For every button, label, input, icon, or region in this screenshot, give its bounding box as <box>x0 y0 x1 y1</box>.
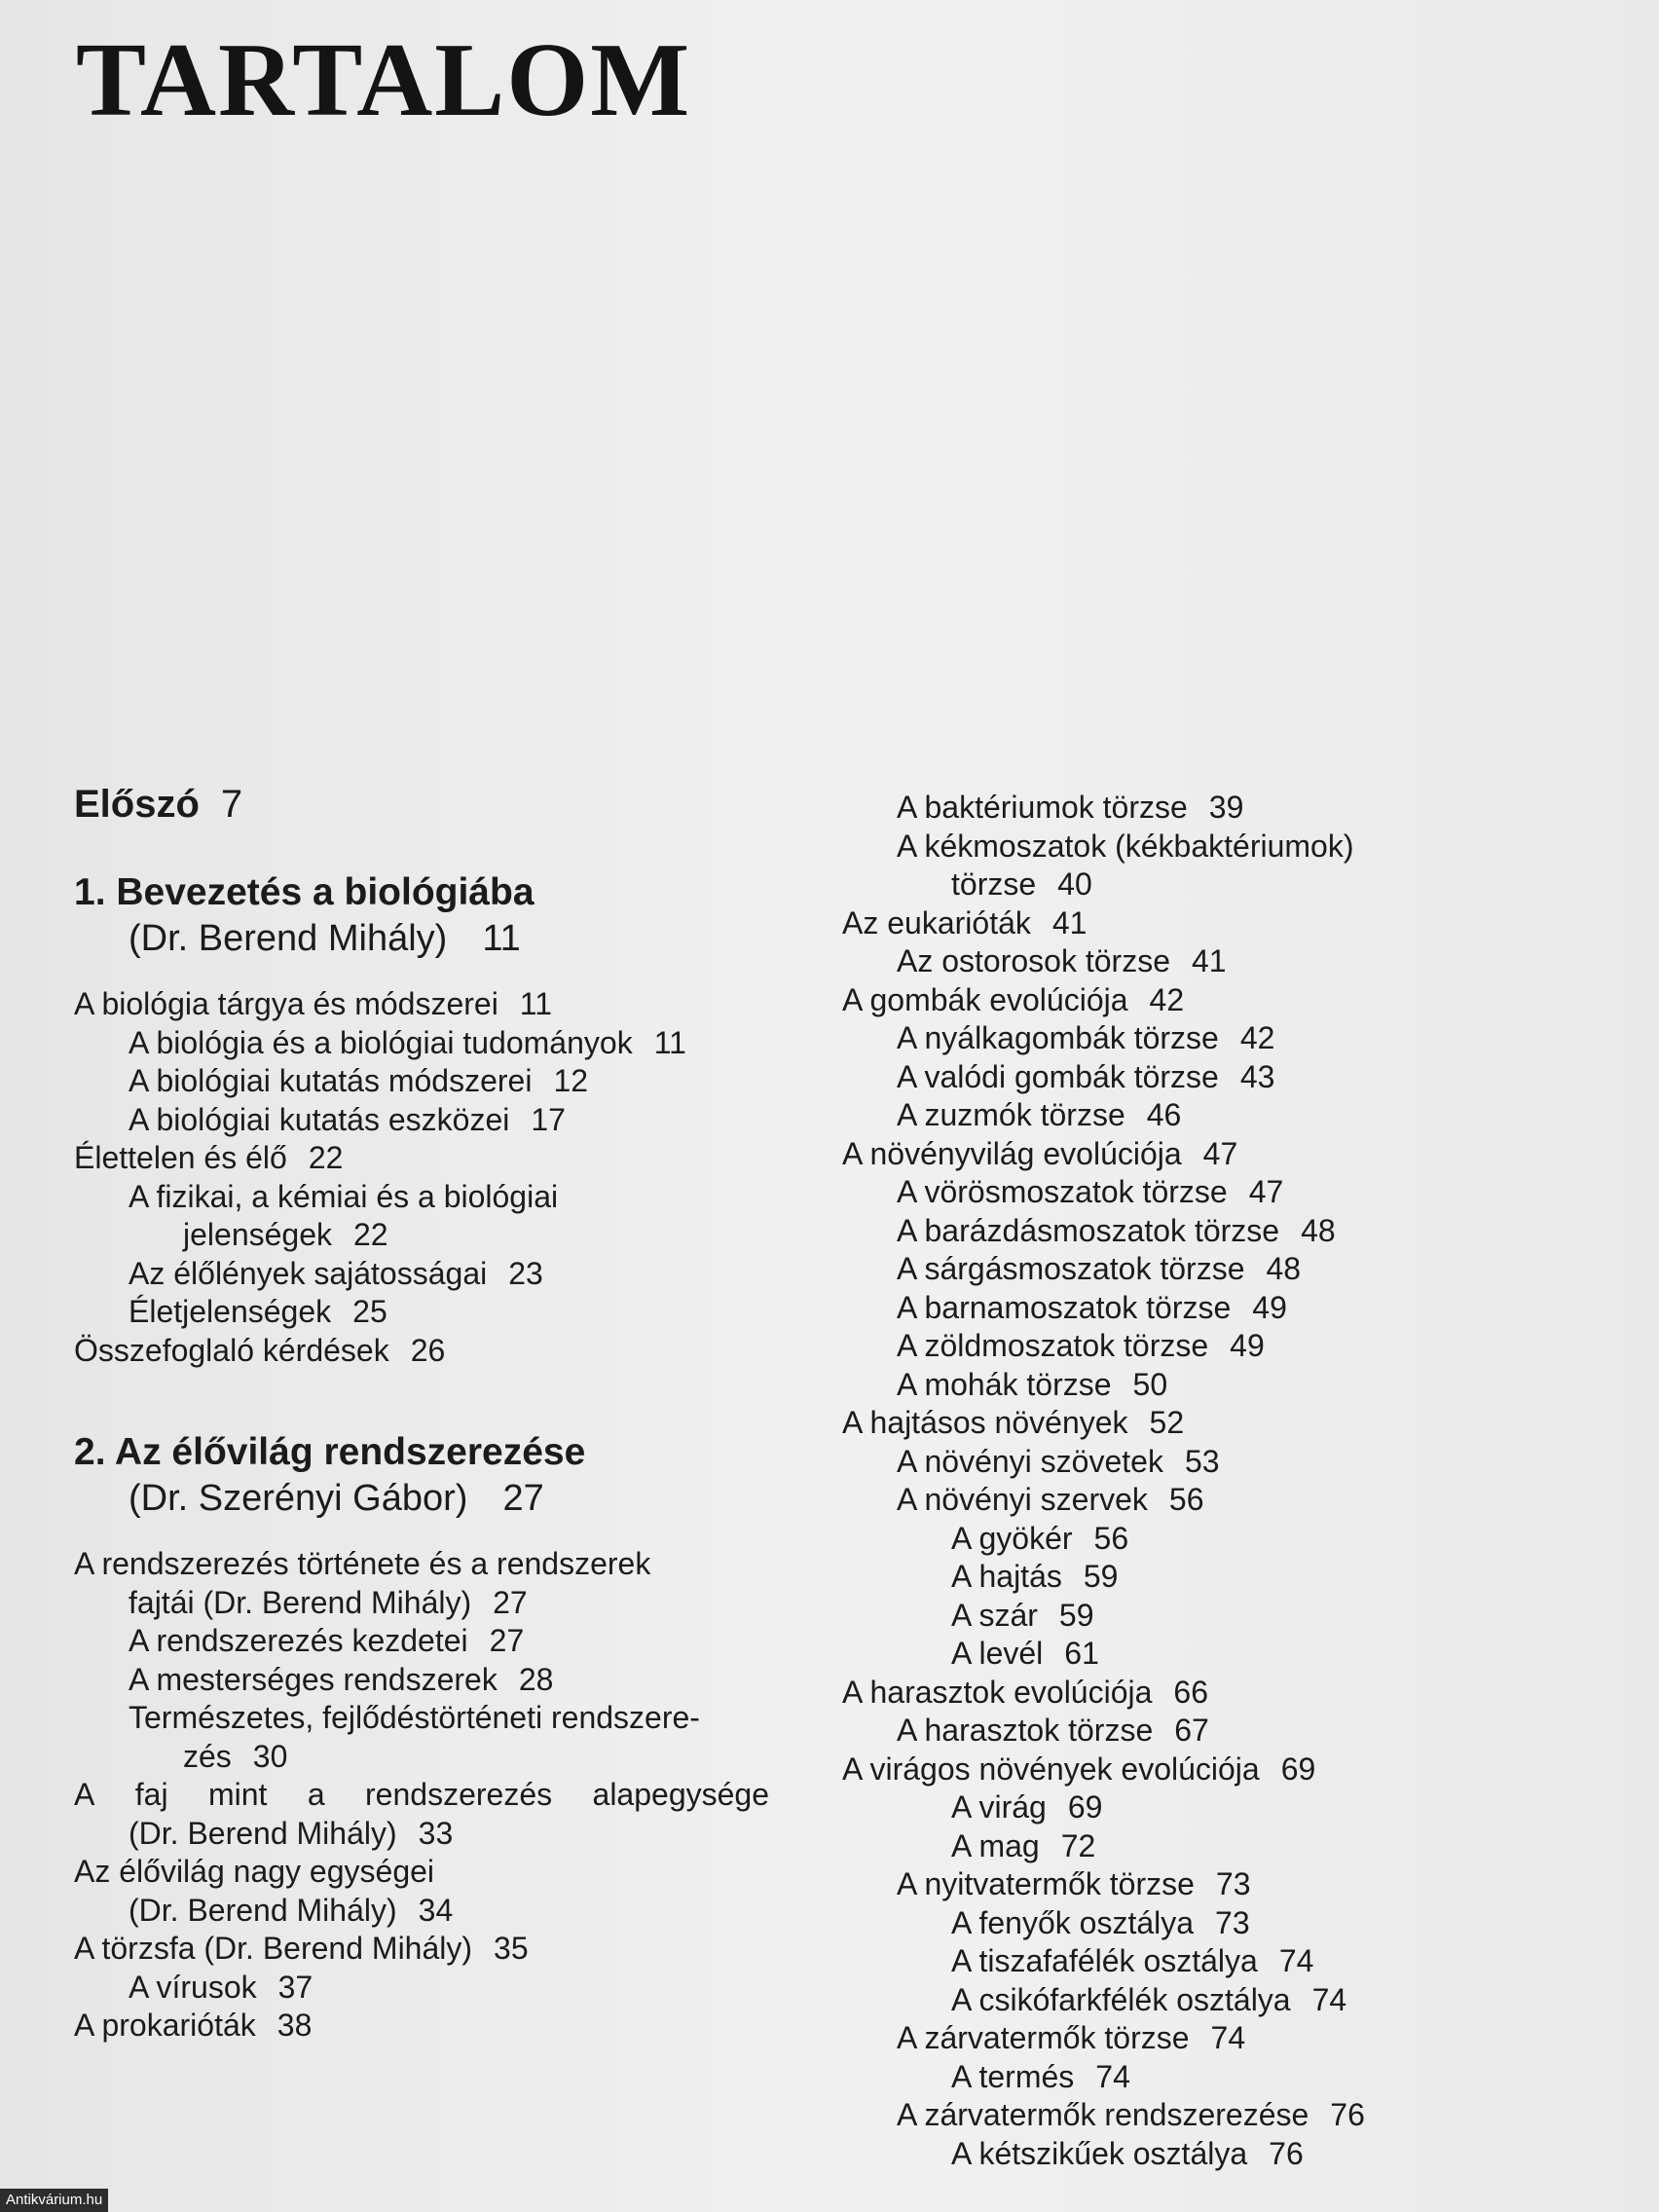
toc-entry-text: Az eukarióták <box>842 904 1031 940</box>
toc-entry-page: 49 <box>1230 1328 1265 1363</box>
watermark-badge: Antikvárium.hu <box>0 2189 108 2212</box>
toc-entry[interactable] <box>842 1289 1543 1328</box>
toc-entry[interactable] <box>842 1981 1543 2020</box>
toc-entry[interactable] <box>842 2058 1543 2097</box>
toc-entry-text: Az élővilág nagy egységei <box>74 1854 435 1889</box>
toc-entry[interactable] <box>842 1481 1543 1520</box>
toc-entry-page: 27 <box>493 1584 528 1620</box>
toc-entry-text: Összefoglaló kérdések <box>74 1332 389 1368</box>
toc-entry-page: 56 <box>1168 1482 1204 1517</box>
toc-entry-text: A gombák evolúciója <box>842 981 1128 1017</box>
toc-entry[interactable] <box>842 904 1543 943</box>
toc-entry-page: 26 <box>410 1332 446 1368</box>
toc-entry[interactable] <box>842 1212 1543 1251</box>
toc-entry-text: A baktériumok törzse <box>897 790 1188 825</box>
toc-entry-page: 69 <box>1067 1789 1103 1825</box>
toc-entry[interactable] <box>74 1584 775 1623</box>
chapter-1-title[interactable]: 1. Bevezetés a biológiába <box>74 871 535 913</box>
toc-entry-text: A levél <box>951 1636 1044 1671</box>
toc-entry-text: A biológiai kutatás módszerei <box>129 1063 533 1098</box>
toc-entry-page: 49 <box>1252 1289 1287 1325</box>
toc-entry-page: 59 <box>1058 1597 1094 1633</box>
toc-entry-text: A nyálkagombák törzse <box>897 1020 1219 1055</box>
toc-entry-label: Előszó <box>74 783 200 826</box>
toc-entry-page: 59 <box>1083 1559 1119 1594</box>
toc-entry-text: A növényi szervek <box>897 1482 1148 1517</box>
chapter-page: 11 <box>482 918 521 959</box>
toc-entry-page: 48 <box>1301 1212 1336 1248</box>
toc-entry-text: A növényi szövetek <box>897 1443 1163 1479</box>
toc-entry[interactable] <box>74 1024 775 1063</box>
toc-entry[interactable] <box>842 1366 1543 1405</box>
toc-entry-text: törzse <box>951 866 1037 902</box>
toc-right-entries <box>842 789 1543 2173</box>
toc-entry-text: A kétszikűek osztálya <box>951 2135 1248 2171</box>
toc-entry[interactable] <box>842 1058 1543 1097</box>
toc-entry-text: A fizikai, a kémiai és a biológiai <box>129 1178 559 1214</box>
toc-entry-text: A rendszerezés története és a rendszerek <box>74 1546 651 1581</box>
chapter-2-entries <box>74 1545 775 2046</box>
toc-entry-text: fajtái (Dr. Berend Mihály) <box>129 1584 472 1620</box>
toc-entry-page: 73 <box>1215 1866 1251 1901</box>
toc-entry-page: 72 <box>1060 1827 1096 1863</box>
toc-entry-text: A zuzmók törzse <box>897 1097 1125 1132</box>
toc-entry-page: 42 <box>1149 981 1185 1017</box>
toc-entry-text: jelenségek <box>183 1217 332 1252</box>
toc-entry-page: 67 <box>1174 1713 1209 1748</box>
toc-entry[interactable] <box>842 1250 1543 1289</box>
toc-entry-page: 61 <box>1064 1636 1099 1671</box>
toc-entry-page: 66 <box>1173 1674 1208 1710</box>
toc-entry-text: A valódi gombák törzse <box>897 1058 1219 1094</box>
chapter-2-title[interactable]: 2. Az élővilág rendszerezése <box>74 1431 586 1473</box>
toc-entry[interactable] <box>74 1062 775 1101</box>
toc-entry-page: 35 <box>494 1931 529 1966</box>
toc-entry[interactable] <box>74 1545 775 1584</box>
toc-entry[interactable] <box>842 1751 1543 1789</box>
toc-entry-text: zés <box>183 1738 232 1774</box>
toc-entry-page: 33 <box>418 1815 454 1851</box>
toc-entry-text: A növényvilág evolúciója <box>842 1135 1182 1171</box>
toc-entry-text: A csikófarkfélék osztálya <box>951 1981 1291 2017</box>
toc-entry-page: 74 <box>1311 1981 1347 2017</box>
toc-entry-page: 48 <box>1266 1251 1302 1286</box>
toc-entry[interactable] <box>842 1635 1543 1674</box>
toc-entry-page: 76 <box>1330 2097 1365 2132</box>
toc-entry-text: A vörösmoszatok törzse <box>897 1174 1228 1209</box>
show-through-texture <box>857 19 1597 389</box>
toc-entry[interactable] <box>842 1327 1543 1366</box>
toc-entry-text: A mohák törzse <box>897 1366 1112 1402</box>
toc-entry-text: A sárgásmoszatok törzse <box>897 1251 1245 1286</box>
toc-entry-text: A virágos növények evolúciója <box>842 1751 1260 1787</box>
chapter-author: (Dr. Berend Mihály) <box>129 918 448 959</box>
toc-entry-text: (Dr. Berend Mihály) <box>129 1815 397 1851</box>
toc-entry-text: A fenyők osztálya <box>951 1904 1195 1940</box>
toc-entry[interactable] <box>842 1404 1543 1443</box>
toc-entry[interactable] <box>842 981 1543 1020</box>
toc-entry[interactable] <box>842 2019 1543 2058</box>
toc-entry[interactable] <box>842 2096 1543 2135</box>
toc-entry-text: A barázdásmoszatok törzse <box>897 1212 1280 1248</box>
toc-entry[interactable] <box>74 2007 775 2046</box>
chapter-1-entries <box>74 985 775 1370</box>
toc-entry[interactable] <box>74 985 775 1024</box>
toc-entry-page: 25 <box>352 1294 387 1329</box>
toc-entry[interactable] <box>74 1815 775 1854</box>
toc-entry-text: A biológia tárgya és módszerei <box>74 986 498 1021</box>
toc-entry-page: 52 <box>1149 1405 1185 1440</box>
toc-entry[interactable] <box>74 1738 775 1777</box>
toc-entry-text: A prokarióták <box>74 2008 256 2043</box>
toc-entry-text: A termés <box>951 2058 1075 2094</box>
toc-entry-page: 22 <box>353 1217 388 1252</box>
toc-entry-text: A hajtás <box>951 1559 1062 1594</box>
toc-entry-text: Az élőlények sajátosságai <box>129 1255 488 1291</box>
toc-entry-text: A virág <box>951 1789 1047 1825</box>
toc-entry[interactable] <box>842 1443 1543 1482</box>
toc-entry-page: 41 <box>1192 943 1227 978</box>
toc-entry-page: 17 <box>531 1101 566 1137</box>
toc-entry[interactable] <box>842 1788 1543 1827</box>
toc-entry-text: A faj mint a rendszerezés alapegysége <box>74 1777 769 1812</box>
toc-entry-page: 22 <box>308 1140 344 1175</box>
toc-entry[interactable] <box>842 1597 1543 1636</box>
toc-entry[interactable] <box>842 942 1543 981</box>
toc-entry[interactable] <box>842 2135 1543 2174</box>
toc-entry-text: A tiszafafélék osztálya <box>951 1943 1258 1978</box>
toc-entry-page: 46 <box>1146 1097 1182 1132</box>
chapter-page: 27 <box>502 1478 544 1519</box>
toc-entry[interactable] <box>74 1661 775 1700</box>
toc-entry[interactable] <box>842 1904 1543 1943</box>
toc-entry-page: 34 <box>418 1892 454 1928</box>
toc-entry-text: A nyitvatermők törzse <box>897 1866 1195 1901</box>
toc-entry-text: A harasztok evolúciója <box>842 1674 1153 1710</box>
toc-entry-page: 56 <box>1093 1520 1129 1556</box>
toc-entry-text: A zárvatermők rendszerezése <box>897 2097 1309 2132</box>
toc-entry-text: A rendszerezés kezdetei <box>129 1623 468 1658</box>
toc-entry[interactable] <box>842 1865 1543 1904</box>
toc-entry-page: 73 <box>1215 1904 1250 1940</box>
toc-entry[interactable] <box>842 1558 1543 1597</box>
toc-entry[interactable] <box>74 1216 775 1255</box>
toc-entry-text: A hajtásos növények <box>842 1405 1128 1440</box>
toc-entry-text: A szár <box>951 1597 1038 1633</box>
toc-left-column <box>74 782 775 2046</box>
toc-entry[interactable] <box>74 1622 775 1661</box>
chapter-1-author-line <box>74 915 775 962</box>
toc-entry-page: 12 <box>553 1063 589 1098</box>
toc-entry-text: Élettelen és élő <box>74 1140 287 1175</box>
toc-entry-text: A törzsfa (Dr. Berend Mihály) <box>74 1931 473 1966</box>
toc-right-column <box>842 789 1543 2173</box>
toc-entry-page: 38 <box>276 2008 313 2043</box>
toc-entry[interactable] <box>842 866 1543 904</box>
toc-entry-text: A zárvatermők törzse <box>897 2020 1190 2055</box>
toc-entry-text: A kékmoszatok (kékbaktériumok) <box>897 828 1354 864</box>
toc-entry-page: 43 <box>1239 1058 1275 1094</box>
toc-entry[interactable] <box>74 1930 775 1969</box>
toc-entry[interactable] <box>74 1776 775 1815</box>
toc-entry-page: 28 <box>518 1661 554 1697</box>
toc-entry-eloszo[interactable] <box>74 782 775 828</box>
toc-entry[interactable] <box>74 1178 775 1217</box>
toc-entry[interactable] <box>74 1699 775 1738</box>
toc-entry-text: A zöldmoszatok törzse <box>897 1328 1209 1363</box>
toc-entry-page: 37 <box>277 1969 313 2005</box>
toc-entry-page: 40 <box>1057 866 1092 902</box>
toc-entry[interactable] <box>74 1139 775 1178</box>
toc-entry[interactable] <box>842 1674 1543 1713</box>
toc-entry-page: 41 <box>1051 904 1088 940</box>
toc-entry-page: 7 <box>220 783 243 826</box>
toc-entry-page: 76 <box>1269 2135 1304 2171</box>
toc-entry-text: A barnamoszatok törzse <box>897 1289 1232 1325</box>
toc-entry-text: A mesterséges rendszerek <box>129 1661 498 1697</box>
toc-entry[interactable] <box>842 1019 1543 1058</box>
toc-entry-text: A harasztok törzse <box>897 1713 1154 1748</box>
toc-entry-page: 23 <box>508 1255 543 1291</box>
toc-entry-text: Az ostorosok törzse <box>897 943 1170 978</box>
toc-entry-page: 47 <box>1202 1135 1238 1171</box>
toc-entry[interactable] <box>842 1942 1543 1981</box>
toc-entry-page: 69 <box>1280 1751 1316 1787</box>
toc-entry-page: 74 <box>1210 2020 1246 2055</box>
toc-entry[interactable] <box>842 1827 1543 1866</box>
toc-entry-page: 50 <box>1132 1366 1168 1402</box>
toc-entry[interactable] <box>74 1969 775 2008</box>
toc-entry[interactable] <box>842 1712 1543 1751</box>
chapter-author: (Dr. Szerényi Gábor) <box>129 1478 468 1519</box>
toc-entry-text: Természetes, fejlődéstörténeti rendszere- <box>129 1700 700 1735</box>
toc-entry-text: A biológia és a biológiai tudományok <box>129 1024 633 1060</box>
toc-entry-page: 74 <box>1278 1943 1314 1978</box>
toc-entry[interactable] <box>842 1135 1543 1174</box>
toc-entry-page: 11 <box>519 986 553 1021</box>
toc-entry[interactable] <box>842 789 1543 828</box>
toc-entry[interactable] <box>842 1096 1543 1135</box>
toc-entry-page: 27 <box>489 1623 525 1658</box>
toc-entry-page: 42 <box>1239 1020 1275 1055</box>
toc-entry-text: Életjelenségek <box>129 1294 332 1329</box>
toc-entry-text: A biológiai kutatás eszközei <box>129 1101 510 1137</box>
toc-entry[interactable] <box>74 1332 775 1371</box>
toc-entry-text: A vírusok <box>129 1969 257 2005</box>
toc-entry[interactable] <box>842 828 1543 866</box>
toc-entry[interactable] <box>74 1892 775 1931</box>
toc-entry-text: (Dr. Berend Mihály) <box>129 1892 397 1928</box>
chapter-2-author-line <box>74 1475 775 1522</box>
toc-entry-page: 47 <box>1248 1174 1284 1209</box>
toc-entry[interactable] <box>74 1853 775 1892</box>
toc-entry[interactable] <box>74 1101 775 1140</box>
toc-entry-page: 74 <box>1095 2058 1130 2094</box>
toc-entry[interactable] <box>74 1293 775 1332</box>
toc-entry-page: 53 <box>1184 1443 1220 1479</box>
toc-entry[interactable] <box>842 1520 1543 1559</box>
toc-entry-page: 39 <box>1208 790 1244 825</box>
toc-entry[interactable] <box>74 1255 775 1294</box>
toc-entry-page: 30 <box>252 1738 288 1774</box>
page-title: TARTALOM <box>76 22 692 138</box>
toc-entry-text: A mag <box>951 1827 1040 1863</box>
toc-entry[interactable] <box>842 1173 1543 1212</box>
toc-entry-text: A gyökér <box>951 1520 1073 1556</box>
toc-entry-page: 11 <box>653 1024 686 1060</box>
